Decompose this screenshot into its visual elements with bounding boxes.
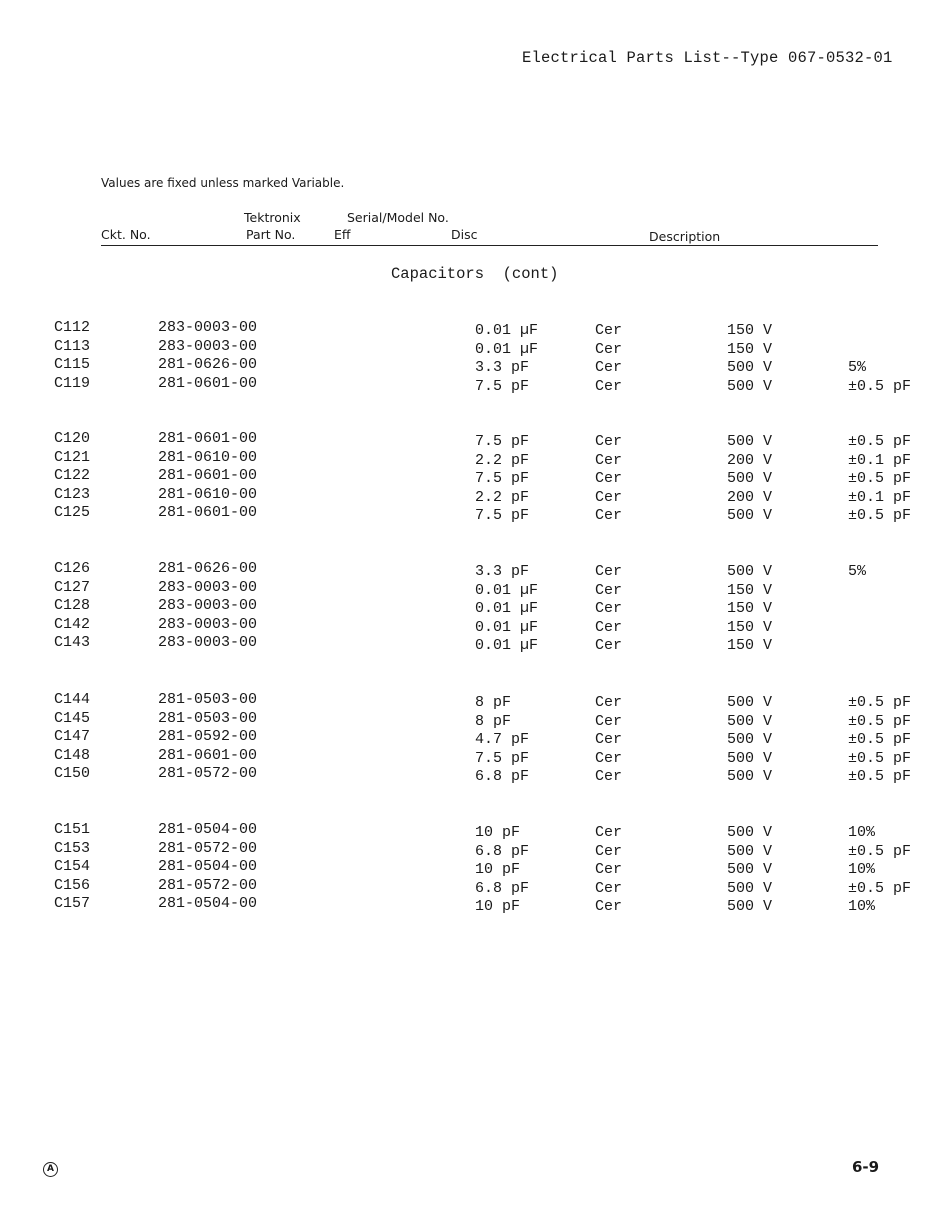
tolerance: 5% xyxy=(848,359,867,376)
voltage-rating: 500 V xyxy=(727,768,773,785)
table-row xyxy=(0,467,950,485)
voltage-rating: 150 V xyxy=(727,322,773,339)
part-no: 281-0626-00 xyxy=(158,356,258,373)
value: 10 pF xyxy=(475,861,521,878)
ckt-no: C157 xyxy=(54,895,91,912)
voltage-rating: 500 V xyxy=(727,694,773,711)
part-no: 281-0601-00 xyxy=(158,467,258,484)
voltage-rating: 150 V xyxy=(727,600,773,617)
part-no: 281-0504-00 xyxy=(158,858,258,875)
ckt-no: C126 xyxy=(54,560,91,577)
tolerance: 10% xyxy=(848,861,876,878)
dielectric-type: Cer xyxy=(595,470,623,487)
tolerance: 10% xyxy=(848,824,876,841)
voltage-rating: 150 V xyxy=(727,340,773,358)
voltage-rating: 500 V xyxy=(727,824,773,841)
dielectric-type: Cer xyxy=(595,451,623,469)
value: 0.01 µF xyxy=(475,581,539,599)
part-no: 281-0610-00 xyxy=(158,485,258,503)
voltage-rating: 200 V xyxy=(727,451,773,469)
col-head-description: Description xyxy=(649,229,721,244)
col-head-eff: Eff xyxy=(334,227,351,242)
voltage-rating: 500 V xyxy=(727,507,773,524)
header-rule xyxy=(101,245,878,246)
table-row xyxy=(0,597,950,615)
part-no: 281-0572-00 xyxy=(158,839,258,857)
voltage-rating: 500 V xyxy=(727,470,773,487)
tolerance: ±0.5 pF xyxy=(848,507,912,524)
value: 7.5 pF xyxy=(475,377,530,395)
table-row xyxy=(0,877,950,895)
part-no: 281-0601-00 xyxy=(158,374,258,392)
tolerance: ±0.1 pF xyxy=(848,451,912,469)
dielectric-type: Cer xyxy=(595,359,623,376)
tolerance: 5% xyxy=(848,563,867,580)
value: 0.01 µF xyxy=(475,637,539,654)
ckt-no: C128 xyxy=(54,597,91,614)
part-no: 281-0592-00 xyxy=(158,728,258,745)
table-row xyxy=(0,858,950,876)
value: 7.5 pF xyxy=(475,507,530,524)
voltage-rating: 500 V xyxy=(727,377,773,395)
dielectric-type: Cer xyxy=(595,694,623,711)
tolerance: ±0.5 pF xyxy=(848,377,912,395)
part-no: 281-0572-00 xyxy=(158,765,258,782)
ckt-no: C125 xyxy=(54,504,91,521)
tolerance: ±0.5 pF xyxy=(848,749,912,767)
dielectric-type: Cer xyxy=(595,618,623,636)
page-header: Electrical Parts List--Type 067-0532-01 xyxy=(522,49,893,67)
table-row xyxy=(0,821,950,839)
ckt-no: C143 xyxy=(54,634,91,651)
ckt-no: C156 xyxy=(54,876,91,894)
part-no: 283-0003-00 xyxy=(158,337,258,355)
table-row xyxy=(0,634,950,652)
part-no: 281-0504-00 xyxy=(158,821,258,838)
table-row xyxy=(0,710,950,728)
col-head-tektronix: Tektronix xyxy=(244,210,301,225)
tolerance: ±0.5 pF xyxy=(848,694,912,711)
ckt-no: C122 xyxy=(54,467,91,484)
dielectric-type: Cer xyxy=(595,768,623,785)
voltage-rating: 500 V xyxy=(727,842,773,860)
dielectric-type: Cer xyxy=(595,749,623,767)
part-no: 281-0504-00 xyxy=(158,895,258,912)
part-no: 281-0601-00 xyxy=(158,430,258,447)
table-row xyxy=(0,319,950,337)
tolerance: ±0.5 pF xyxy=(848,842,912,860)
ckt-no: C148 xyxy=(54,746,91,764)
tolerance: ±0.5 pF xyxy=(848,470,912,487)
table-row xyxy=(0,728,950,746)
table-row xyxy=(0,616,950,634)
value: 6.8 pF xyxy=(475,879,530,897)
dielectric-type: Cer xyxy=(595,507,623,524)
table-row xyxy=(0,895,950,913)
dielectric-type: Cer xyxy=(595,861,623,878)
dielectric-type: Cer xyxy=(595,898,623,915)
ckt-no: C112 xyxy=(54,319,91,336)
col-head-ckt-no: Ckt. No. xyxy=(101,227,151,242)
table-row xyxy=(0,691,950,709)
ckt-no: C150 xyxy=(54,765,91,782)
dielectric-type: Cer xyxy=(595,600,623,617)
dielectric-type: Cer xyxy=(595,879,623,897)
dielectric-type: Cer xyxy=(595,824,623,841)
ckt-no: C123 xyxy=(54,485,91,503)
tolerance: ±0.5 pF xyxy=(848,712,912,730)
tolerance: 10% xyxy=(848,898,876,915)
voltage-rating: 500 V xyxy=(727,433,773,450)
ckt-no: C153 xyxy=(54,839,91,857)
value: 6.8 pF xyxy=(475,842,530,860)
col-head-disc: Disc xyxy=(451,227,478,242)
value: 2.2 pF xyxy=(475,451,530,469)
tolerance: ±0.5 pF xyxy=(848,768,912,785)
part-no: 281-0601-00 xyxy=(158,746,258,764)
dielectric-type: Cer xyxy=(595,433,623,450)
table-row xyxy=(0,338,950,356)
value: 0.01 µF xyxy=(475,340,539,358)
circle-a-mark: A xyxy=(43,1162,58,1177)
table-row xyxy=(0,560,950,578)
voltage-rating: 150 V xyxy=(727,618,773,636)
ckt-no: C119 xyxy=(54,374,91,392)
dielectric-type: Cer xyxy=(595,340,623,358)
value: 7.5 pF xyxy=(475,470,530,487)
voltage-rating: 500 V xyxy=(727,731,773,748)
table-row xyxy=(0,449,950,467)
part-no: 283-0003-00 xyxy=(158,319,258,336)
part-no: 281-0503-00 xyxy=(158,709,258,727)
voltage-rating: 500 V xyxy=(727,879,773,897)
table-row xyxy=(0,430,950,448)
part-no: 281-0572-00 xyxy=(158,876,258,894)
dielectric-type: Cer xyxy=(595,712,623,730)
values-note: Values are fixed unless marked Variable. xyxy=(101,176,345,190)
table-row xyxy=(0,375,950,393)
value: 3.3 pF xyxy=(475,563,530,580)
ckt-no: C145 xyxy=(54,709,91,727)
dielectric-type: Cer xyxy=(595,322,623,339)
value: 0.01 µF xyxy=(475,600,539,617)
value: 10 pF xyxy=(475,898,521,915)
voltage-rating: 150 V xyxy=(727,581,773,599)
col-head-part-no: Part No. xyxy=(246,227,296,242)
value: 7.5 pF xyxy=(475,749,530,767)
value: 8 pF xyxy=(475,694,512,711)
table-row xyxy=(0,504,950,522)
tolerance: ±0.1 pF xyxy=(848,488,912,506)
voltage-rating: 500 V xyxy=(727,861,773,878)
col-head-serial-model: Serial/Model No. xyxy=(347,210,449,225)
table-row xyxy=(0,486,950,504)
section-title: Capacitors (cont) xyxy=(391,265,559,283)
ckt-no: C113 xyxy=(54,337,91,355)
dielectric-type: Cer xyxy=(595,842,623,860)
dielectric-type: Cer xyxy=(595,488,623,506)
part-no: 281-0610-00 xyxy=(158,448,258,466)
part-no: 283-0003-00 xyxy=(158,615,258,633)
voltage-rating: 500 V xyxy=(727,898,773,915)
value: 0.01 µF xyxy=(475,322,539,339)
value: 7.5 pF xyxy=(475,433,530,450)
part-no: 281-0601-00 xyxy=(158,504,258,521)
ckt-no: C151 xyxy=(54,821,91,838)
voltage-rating: 150 V xyxy=(727,637,773,654)
voltage-rating: 500 V xyxy=(727,749,773,767)
part-no: 283-0003-00 xyxy=(158,578,258,596)
table-row xyxy=(0,747,950,765)
ckt-no: C147 xyxy=(54,728,91,745)
dielectric-type: Cer xyxy=(595,637,623,654)
table-row xyxy=(0,840,950,858)
value: 10 pF xyxy=(475,824,521,841)
voltage-rating: 500 V xyxy=(727,712,773,730)
dielectric-type: Cer xyxy=(595,581,623,599)
voltage-rating: 500 V xyxy=(727,359,773,376)
value: 6.8 pF xyxy=(475,768,530,785)
ckt-no: C121 xyxy=(54,448,91,466)
ckt-no: C127 xyxy=(54,578,91,596)
value: 0.01 µF xyxy=(475,618,539,636)
table-row xyxy=(0,356,950,374)
value: 2.2 pF xyxy=(475,488,530,506)
ckt-no: C154 xyxy=(54,858,91,875)
tolerance: ±0.5 pF xyxy=(848,879,912,897)
dielectric-type: Cer xyxy=(595,563,623,580)
part-no: 283-0003-00 xyxy=(158,597,258,614)
tolerance: ±0.5 pF xyxy=(848,433,912,450)
table-row xyxy=(0,579,950,597)
ckt-no: C142 xyxy=(54,615,91,633)
ckt-no: C115 xyxy=(54,356,91,373)
tolerance: ±0.5 pF xyxy=(848,731,912,748)
voltage-rating: 500 V xyxy=(727,563,773,580)
value: 8 pF xyxy=(475,712,512,730)
ckt-no: C120 xyxy=(54,430,91,447)
ckt-no: C144 xyxy=(54,691,91,708)
dielectric-type: Cer xyxy=(595,377,623,395)
part-no: 281-0503-00 xyxy=(158,691,258,708)
part-no: 281-0626-00 xyxy=(158,560,258,577)
voltage-rating: 200 V xyxy=(727,488,773,506)
part-no: 283-0003-00 xyxy=(158,634,258,651)
value: 4.7 pF xyxy=(475,731,530,748)
page-number: 6-9 xyxy=(852,1158,880,1176)
dielectric-type: Cer xyxy=(595,731,623,748)
table-row xyxy=(0,765,950,783)
value: 3.3 pF xyxy=(475,359,530,376)
